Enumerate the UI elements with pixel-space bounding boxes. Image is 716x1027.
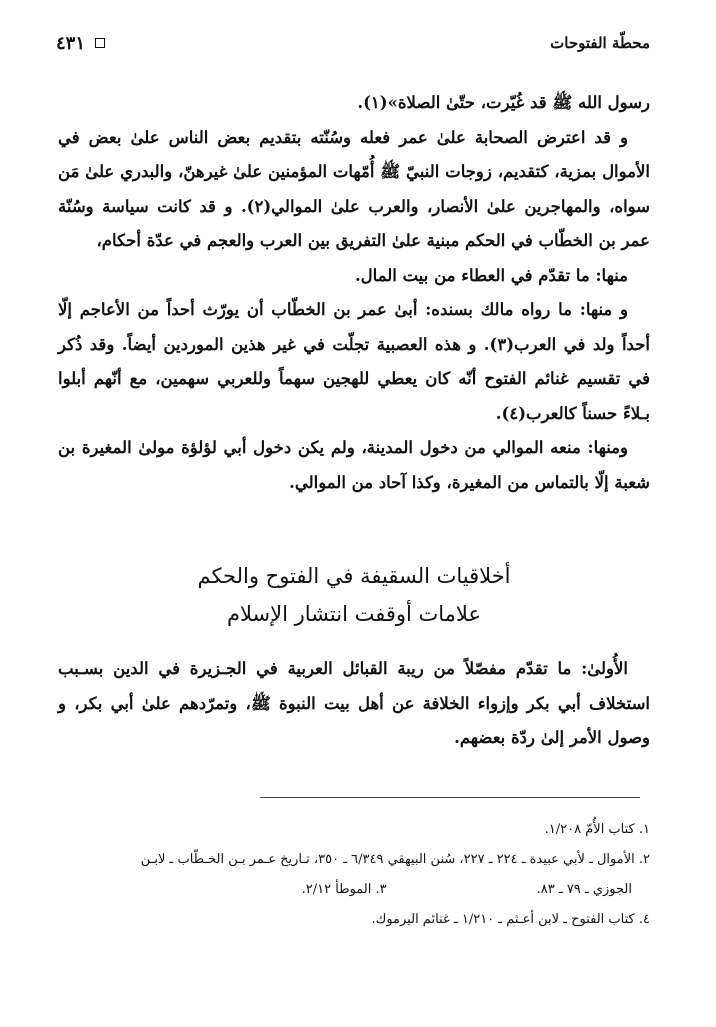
- section-text: [58, 652, 650, 756]
- footnotes: [58, 815, 650, 935]
- paragraph-1: رسول الله ﷺ قد غُيّرت، حتّىٰ الصلاة»(١).: [357, 93, 650, 112]
- footnote-row-2-3: [58, 875, 650, 905]
- running-head-title: محطّة الفتوحات: [550, 34, 650, 52]
- paragraph-2: و قد اعترض الصحابة علىٰ عمر فعله وسُنّته بتقديم بعض الناس علىٰ بعض في الأموال بمزية، كتقديم، زوجات النبيّ ﷺ أُمّهات المؤمنين علىٰ غيرهنّ، والبدري علىٰ مَن سواه، والمهاجرين علىٰ الأنصار، والعرب علىٰ الموالي(٢). و قد كانت سياسة وسُنّة عمر بن الخطّاب في الحكم مبنية علىٰ التفريق بين العرب والعجم في عدّة أحكام،: [58, 127, 650, 250]
- section-paragraph: الأُولىٰ: ما تقدّم مفصّلاً من ريبة القبائل العربية في الجـزيرة في الدين بسـبب استخلاف أبي بكر وإزواء الخلافة عن أهل بيت النبوة ﷺ، وتمرّدهم علىٰ أبي بكر، و وصول الأمر إلىٰ ردّة بعضهم.: [58, 659, 650, 747]
- main-text: [58, 86, 650, 500]
- footnote-2-continued: الجوزي ـ ٧٩ ـ ٨٣.: [536, 882, 632, 897]
- page-number: ٤٣١: [56, 32, 86, 54]
- section-heading-line-2: علامات أوقفت انتشار الإسلام: [227, 602, 481, 626]
- footnote-1: ١. كتاب الأُمّ ١/٢٠٨.: [544, 822, 650, 837]
- paragraph-5: ومنها: منعه الموالي من دخول المدينة، ولم يكن دخول أبي لؤلؤة مولىٰ المغيرة بن شعبة إلّا بالتماس من المغيرة، وكذا آحاد من الموالي.: [58, 438, 650, 492]
- section-heading: [58, 557, 650, 633]
- paragraph-3: منها: ما تقدّم في العطاء من بيت المال.: [354, 265, 628, 285]
- section-heading-line-1: أخلاقيات السقيفة في الفتوح والحكم: [197, 564, 511, 588]
- footnote-2: ٢. الأموال ـ لأبي عبيدة ـ ٢٢٤ ـ ٢٢٧، سُنن البيهقي ٦/٣٤٩ ـ ٣٥٠، تـاريخ عـمر بـن الخـطّاب ـ لابـن: [140, 852, 650, 867]
- page-number-group: [56, 33, 105, 54]
- running-head: [56, 30, 650, 56]
- footnote-4: ٤. كتاب الفتوح ـ لابن أعـثم ـ ١/٢١٠ ـ غنائم اليرموك.: [371, 912, 650, 927]
- footnote-3: ٣. الموطأ ٢/١٢.: [301, 882, 387, 897]
- footnote-divider: [260, 797, 640, 798]
- paragraph-4: و منها: ما رواه مالك بسنده: أبىٰ عمر بن الخطّاب أن يورّث أحداً من الأعاجم إلّا أحداً ولد في العرب(٣). و هذه العصبية تجلّت في غير هذين الموردين أيضاً. وقد ذُكر في تقسيم غنائم الفتوح أنّه كان يعطي للهجين سهماً وللعربي سهمين، مع أنّهم أبلوا بـلاءً حسناً كالعرب(٤).: [58, 300, 650, 423]
- square-ornament-icon: [95, 38, 105, 48]
